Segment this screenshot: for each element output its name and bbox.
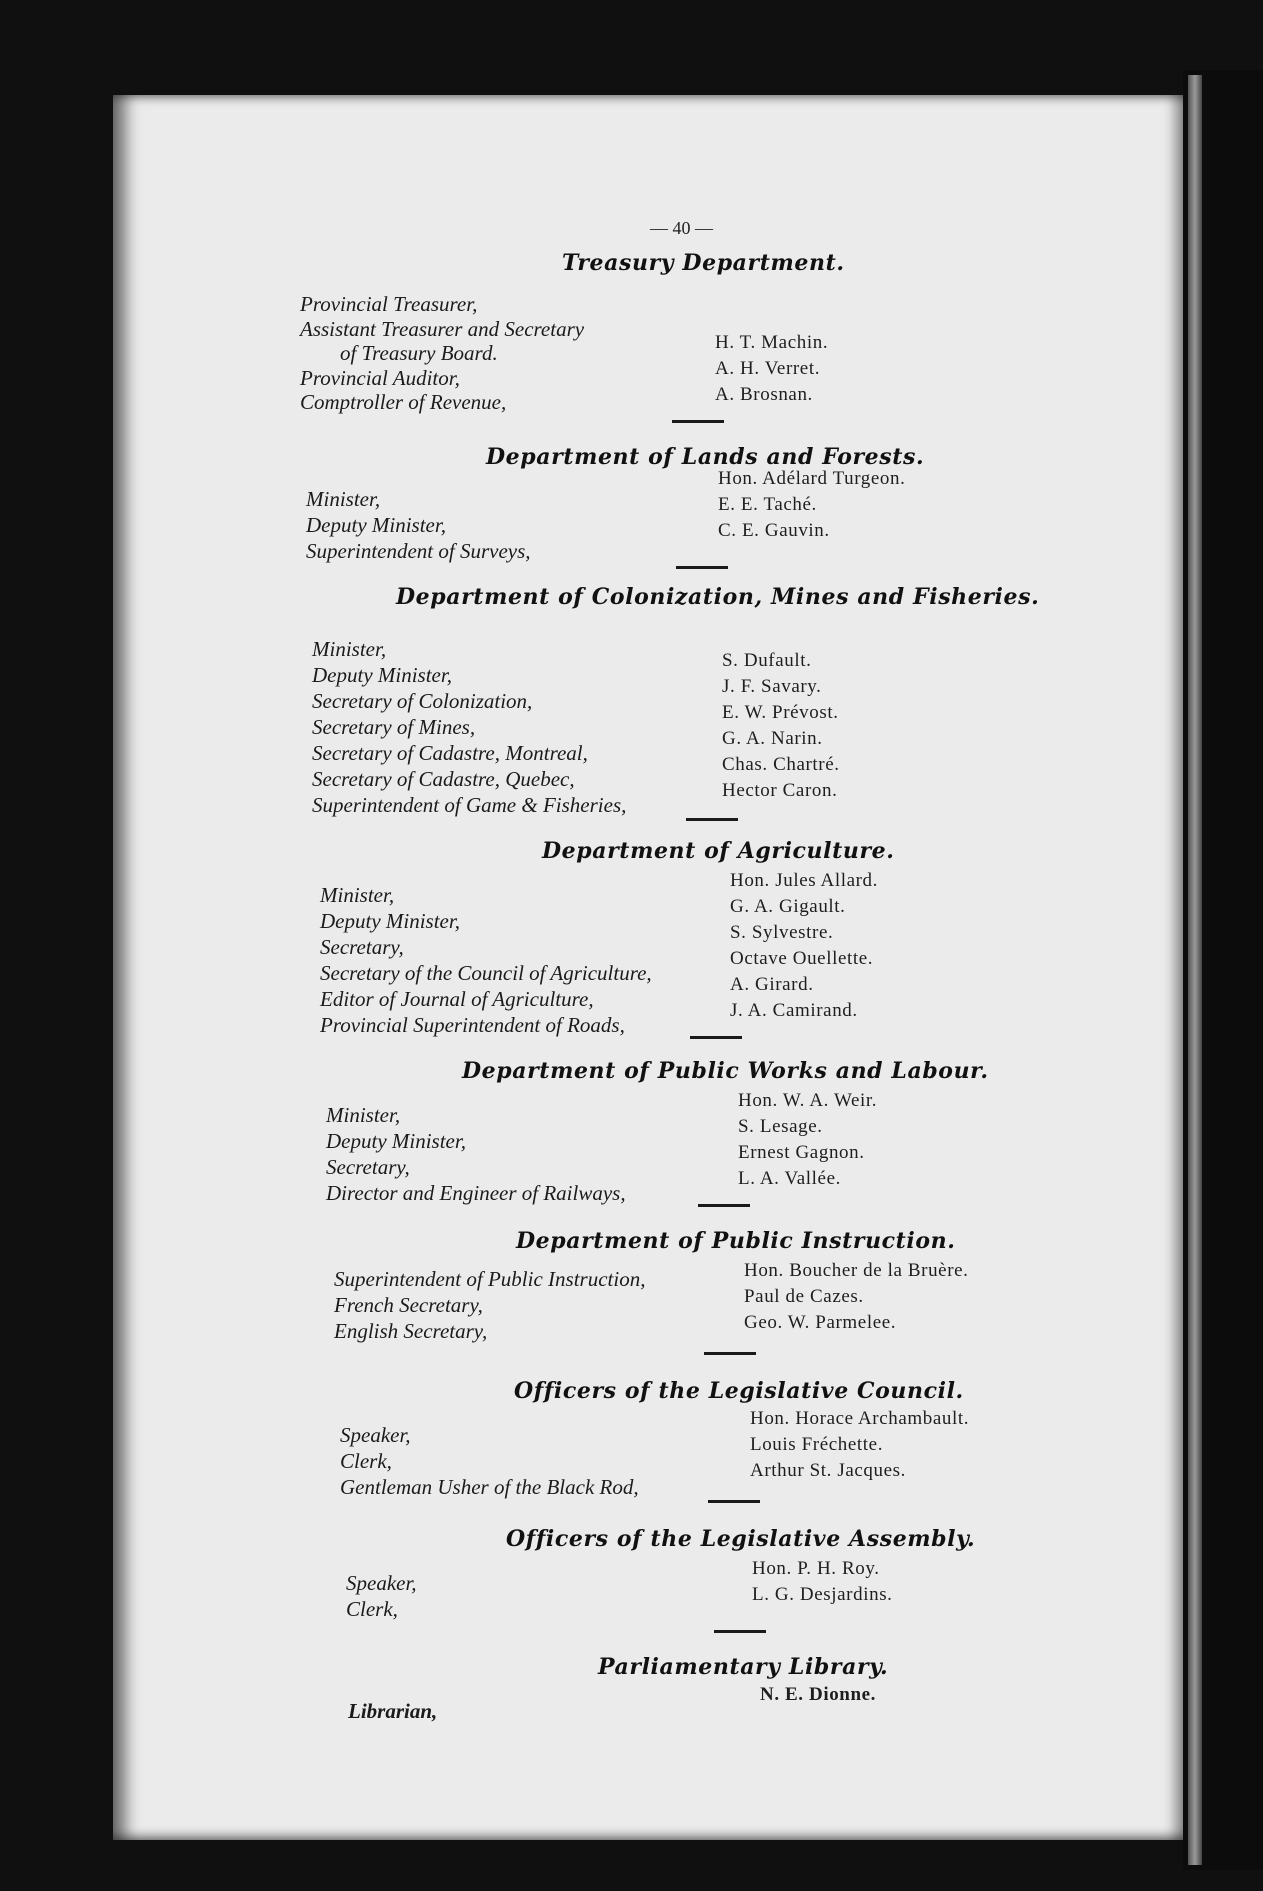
title-line: Provincial Treasurer, — [300, 292, 478, 316]
title-line: of Treasury Board. — [340, 341, 498, 365]
section-heading-treasury: Treasury Department. — [562, 250, 845, 276]
name-line: L. G. Desjardins. — [752, 1584, 893, 1605]
name-line: G. A. Gigault. — [730, 896, 846, 917]
section-titles-legislative-council — [340, 1422, 639, 1500]
title-line: Clerk, — [346, 1597, 398, 1621]
title-line: Minister, — [312, 637, 387, 661]
title-line: Clerk, — [340, 1449, 392, 1473]
title-line: Comptroller of Revenue, — [300, 390, 507, 414]
name-line: J. A. Camirand. — [730, 1000, 858, 1021]
title-line: Superintendent of Public Instruction, — [334, 1267, 646, 1291]
section-heading-colonization: Department of Colonization, Mines and Fisheries. — [396, 584, 1040, 610]
name-line: E. E. Taché. — [718, 494, 817, 515]
section-names-colonization — [722, 648, 840, 804]
name-line: S. Lesage. — [738, 1116, 823, 1137]
name-line: Hector Caron. — [722, 780, 838, 801]
name-line: Hon. Boucher de la Bruère. — [744, 1260, 969, 1281]
section-divider — [672, 420, 724, 423]
title-line: Secretary of the Council of Agriculture, — [320, 961, 652, 985]
title-line: Secretary, — [326, 1155, 410, 1179]
section-names-agriculture — [730, 868, 878, 1024]
name-line: S. Sylvestre. — [730, 922, 834, 943]
name-line: Arthur St. Jacques. — [750, 1460, 906, 1481]
title-line: Librarian, — [348, 1699, 438, 1723]
section-heading-lands-forests: Department of Lands and Forests. — [486, 444, 925, 470]
name-line: E. W. Prévost. — [722, 702, 839, 723]
section-heading-legislative-council: Officers of the Legislative Council. — [514, 1378, 964, 1404]
section-titles-agriculture — [320, 882, 652, 1038]
section-titles-legislative-assembly — [346, 1570, 417, 1622]
name-line: C. E. Gauvin. — [718, 520, 830, 541]
title-line: English Secretary, — [334, 1319, 488, 1343]
name-line: G. A. Narin. — [722, 728, 823, 749]
title-line: Provincial Superintendent of Roads, — [320, 1013, 625, 1037]
title-line: Assistant Treasurer and Secretary — [300, 316, 585, 341]
name-line: A. H. Verret. — [715, 358, 821, 379]
section-divider — [686, 818, 738, 821]
name-line: Hon. Jules Allard. — [730, 870, 879, 891]
section-heading-legislative-assembly: Officers of the Legislative Assembly. — [506, 1526, 976, 1552]
title-line: Superintendent of Game & Fisheries, — [312, 793, 627, 817]
name-line: Hon. Horace Archambault. — [750, 1408, 970, 1429]
name-line: Ernest Gagnon. — [738, 1142, 865, 1163]
name-line: S. Dufault. — [722, 650, 812, 671]
title-line: Provincial Auditor, — [300, 365, 460, 390]
name-line: A. Girard. — [730, 974, 814, 995]
section-titles-treasury — [300, 292, 584, 415]
name-line: Paul de Cazes. — [744, 1286, 864, 1307]
name-line: Octave Ouellette. — [730, 948, 874, 969]
section-divider — [714, 1630, 766, 1633]
name-line: Hon. W. A. Weir. — [738, 1090, 878, 1111]
section-titles-colonization — [312, 636, 626, 818]
section-names-lands-forests — [718, 466, 905, 544]
section-heading-public-instruction: Department of Public Instruction. — [516, 1228, 956, 1254]
title-line: Minister, — [306, 487, 381, 511]
name-line: Louis Fréchette. — [750, 1434, 884, 1455]
name-line: L. A. Vallée. — [738, 1168, 841, 1189]
name-line: Chas. Chartré. — [722, 754, 840, 775]
title-line: Deputy Minister, — [320, 909, 460, 933]
section-heading-agriculture: Department of Agriculture. — [542, 838, 895, 864]
title-line: Superintendent of Surveys, — [306, 539, 531, 563]
section-titles-parliamentary-library — [348, 1698, 437, 1724]
section-heading-parliamentary-library: Parliamentary Library. — [598, 1654, 889, 1680]
title-line: Secretary of Cadastre, Quebec, — [312, 767, 575, 791]
section-titles-lands-forests — [306, 486, 531, 564]
title-line: Minister, — [326, 1103, 401, 1127]
section-names-legislative-council — [750, 1406, 969, 1484]
title-line: Secretary of Colonization, — [312, 689, 533, 713]
name-line: N. E. Dionne. — [760, 1684, 877, 1705]
section-names-legislative-assembly — [752, 1556, 893, 1608]
name-line: Hon. P. H. Roy. — [752, 1558, 880, 1579]
name-line: H. T. Machin. — [715, 332, 829, 353]
section-names-public-instruction — [744, 1258, 969, 1336]
section-titles-public-works — [326, 1102, 626, 1206]
name-line: Hon. Adélard Turgeon. — [718, 468, 906, 489]
title-line: Secretary, — [320, 935, 404, 959]
title-line: Editor of Journal of Agriculture, — [320, 987, 594, 1011]
section-divider — [676, 566, 728, 569]
title-line: Speaker, — [346, 1571, 417, 1595]
section-titles-public-instruction — [334, 1266, 645, 1344]
title-line: Gentleman Usher of the Black Rod, — [340, 1475, 639, 1499]
title-line: Deputy Minister, — [312, 663, 452, 687]
section-divider — [708, 1500, 760, 1503]
title-line: Minister, — [320, 883, 395, 907]
name-line: A. Brosnan. — [715, 384, 813, 405]
section-names-parliamentary-library — [760, 1682, 876, 1708]
section-divider — [704, 1352, 756, 1355]
title-line: Deputy Minister, — [326, 1129, 466, 1153]
section-names-public-works — [738, 1088, 877, 1192]
title-line: Director and Engineer of Railways, — [326, 1181, 626, 1205]
section-names-treasury — [715, 330, 828, 408]
name-line: Geo. W. Parmelee. — [744, 1312, 897, 1333]
section-divider — [698, 1204, 750, 1207]
page-number: — 40 — — [650, 218, 713, 238]
section-heading-public-works: Department of Public Works and Labour. — [462, 1058, 989, 1084]
title-line: French Secretary, — [334, 1293, 483, 1317]
name-line: J. F. Savary. — [722, 676, 822, 697]
title-line: Deputy Minister, — [306, 513, 446, 537]
title-line: Secretary of Mines, — [312, 715, 476, 739]
title-line: Speaker, — [340, 1423, 411, 1447]
section-divider — [690, 1036, 742, 1039]
title-line: Secretary of Cadastre, Montreal, — [312, 741, 588, 765]
